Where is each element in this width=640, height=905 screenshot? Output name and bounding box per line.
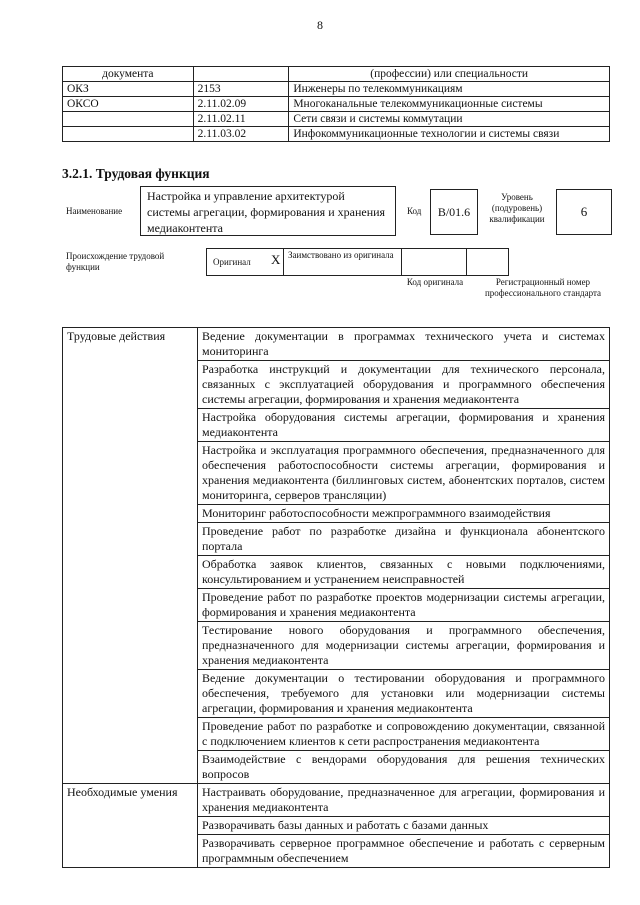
table-cell: ОКСО	[63, 97, 194, 112]
table-cell: ОКЗ	[63, 82, 194, 97]
list-item: Взаимодействие с вендорами оборудования для решения технических вопросов	[198, 751, 610, 784]
table-row	[63, 82, 610, 97]
table-row	[63, 97, 610, 112]
table-cell: 2153	[193, 82, 289, 97]
list-item: Проведение работ по разработке и сопровождению документации, связанной с подключением клиентов к сети распространения медиаконтента	[198, 718, 610, 751]
borrowed-label: Заимствовано из оригинала	[288, 250, 394, 260]
list-item: Мониторинг работоспособности межпрограммного взаимодействия	[198, 505, 610, 523]
header-left-cell: документа	[63, 67, 194, 82]
qualification-level: 6	[556, 189, 612, 235]
table-cell: Инженеры по телекоммуникациям	[289, 82, 610, 97]
list-item: Разворачивать серверное программное обеспечение и работать с серверным программным обеспечением	[198, 835, 610, 868]
list-item: Разворачивать базы данных и работать с базами данных	[198, 817, 610, 835]
original-code-label: Код оригинала	[406, 277, 464, 287]
page-number: 8	[317, 18, 323, 32]
section-label: Необходимые умения	[63, 784, 198, 868]
original-code-cell	[401, 248, 467, 276]
table-cell: Сети связи и системы коммутации	[289, 112, 610, 127]
table-row	[63, 67, 610, 82]
list-item: Проведение работ по разработке дизайна и функционала абонентского портала	[198, 523, 610, 556]
registration-number-label: Регистрационный номер профессионального стандарта	[484, 277, 602, 298]
labor-function-table	[62, 327, 610, 868]
list-item: Настройка и эксплуатация программного обеспечения, предназначенного для обеспечения работоспособности системы агрегации, формирования и хранения медиаконтента (биллинговых систем, абонентских порталов, систем мониторинга, серверов трансляции)	[198, 442, 610, 505]
list-item: Тестирование нового оборудования и программного обеспечения, предназначенного для модернизации системы агрегации, формирования и хранения медиаконтента	[198, 622, 610, 670]
original-mark: X	[271, 252, 281, 267]
table-cell: 2.11.02.09	[193, 97, 289, 112]
section-label: Трудовые действия	[63, 328, 198, 784]
list-item: Проведение работ по разработке проектов модернизации системы агрегации, формирования и хранения медиаконтента	[198, 589, 610, 622]
classification-table	[62, 66, 610, 142]
header-empty-cell	[193, 67, 289, 82]
list-item: Настройка оборудования системы агрегации, формирования и хранения медиаконтента	[198, 409, 610, 442]
code-label: Код	[407, 206, 422, 216]
table-cell	[63, 127, 194, 142]
table-cell: Многоканальные телекоммуникационные системы	[289, 97, 610, 112]
list-item: Настраивать оборудование, предназначенное для агрегации, формирования и хранения медиаконтента	[198, 784, 610, 817]
original-cell	[206, 248, 284, 276]
action-row	[63, 328, 610, 361]
list-item: Ведение документации о тестировании оборудования и программного обеспечения, требуемого для установки или модернизации системы агрегации, формирования и хранения медиаконтента	[198, 670, 610, 718]
name-label: Наименование	[66, 206, 123, 216]
table-cell	[63, 112, 194, 127]
table-cell: 2.11.02.11	[193, 112, 289, 127]
level-label: Уровень (подуровень) квалификации	[489, 192, 545, 224]
list-item: Ведение документации в программах технического учета и системах мониторинга	[198, 328, 610, 361]
table-cell: 2.11.03.02	[193, 127, 289, 142]
borrowed-cell	[283, 248, 509, 276]
list-item: Обработка заявок клиентов, связанных с новыми подключениями, консультированием и устранением неисправностей	[198, 556, 610, 589]
origin-label: Происхождение трудовой функции	[66, 251, 165, 272]
header-right-cell: (профессии) или специальности	[289, 67, 610, 82]
skill-row	[63, 784, 610, 817]
table-cell: Инфокоммуникационные технологии и системы связи	[289, 127, 610, 142]
function-name: Настройка и управление архитектурой системы агрегации, формирования и хранения медиаконтента	[140, 186, 396, 236]
original-label: Оригинал	[213, 257, 251, 267]
list-item: Разработка инструкций и документации для технического персонала, связанных с эксплуатацией оборудования и программного обеспечения системы агрегации, формирования и хранения медиаконтента	[198, 361, 610, 409]
section-heading: 3.2.1. Трудовая функция	[62, 166, 210, 181]
function-code: B/01.6	[430, 189, 478, 235]
table-row	[63, 112, 610, 127]
table-row	[63, 127, 610, 142]
